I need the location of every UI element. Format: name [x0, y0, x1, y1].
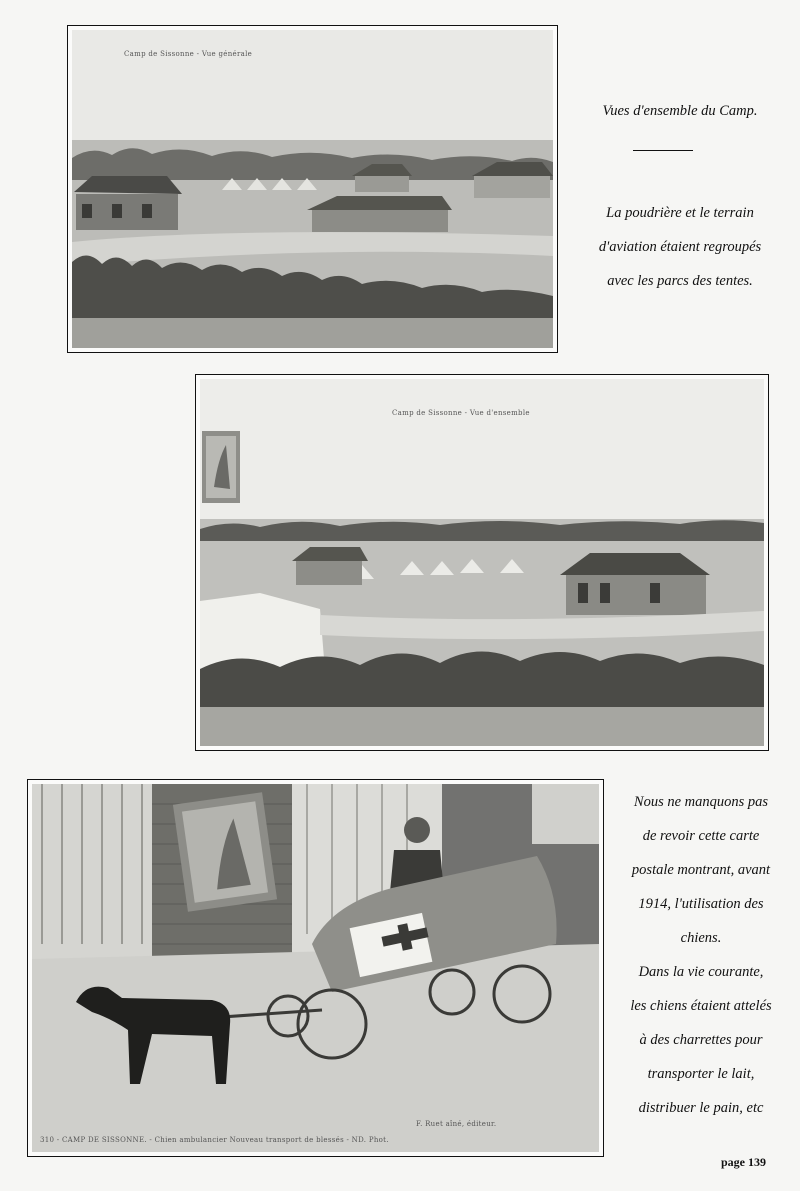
caption-line: distribuer le pain, etc — [638, 1100, 764, 1116]
caption-block-top — [568, 94, 792, 128]
postcard-frame-general-view — [67, 25, 558, 353]
postcard-frame-overall-view — [195, 374, 769, 751]
camp-overall-view-illustration — [200, 379, 764, 746]
caption-block-top-body — [568, 196, 792, 298]
postcard-caption: Camp de Sissonne - Vue d'ensemble — [392, 409, 530, 417]
caption-line: les chiens étaient attelés — [630, 998, 772, 1014]
postcard-caption: Camp de Sissonne - Vue générale — [124, 50, 253, 58]
caption-line: chiens. — [680, 930, 722, 946]
caption-block-bottom — [606, 785, 796, 1125]
camp-general-view-illustration — [72, 30, 553, 348]
caption-line: La poudrière et le terrain — [606, 205, 754, 221]
caption-line: 1914, l'utilisation des — [638, 896, 764, 912]
caption-line: d'aviation étaient regroupés — [598, 239, 762, 255]
postcard-caption-left: 310 - CAMP DE SISSONNE. - Chien ambulancier Nouveau transport de blessés - ND. Phot. — [40, 1136, 389, 1144]
caption-line: transporter le lait, — [647, 1066, 755, 1082]
postcard-photo-overall-view — [200, 379, 764, 746]
caption-line: Nous ne manquons pas — [633, 794, 769, 810]
page-number: page 139 — [721, 1155, 766, 1169]
caption-line: de revoir cette carte — [642, 828, 760, 844]
divider-rule — [633, 150, 693, 151]
caption-line: postale montrant, avant — [631, 862, 771, 878]
postcard-frame-ambulance-dog — [27, 779, 604, 1157]
postcard-caption-right: F. Ruet aîné, éditeur. — [416, 1120, 497, 1128]
section-title: Vues d'ensemble du Camp. — [602, 103, 758, 119]
postcard-photo-general-view — [72, 30, 553, 348]
ambulance-dog-illustration — [32, 784, 599, 1152]
postcard-photo-ambulance-dog — [32, 784, 599, 1152]
caption-line: à des charrettes pour — [639, 1032, 763, 1048]
caption-line: avec les parcs des tentes. — [607, 273, 753, 289]
caption-line: Dans la vie courante, — [638, 964, 764, 980]
